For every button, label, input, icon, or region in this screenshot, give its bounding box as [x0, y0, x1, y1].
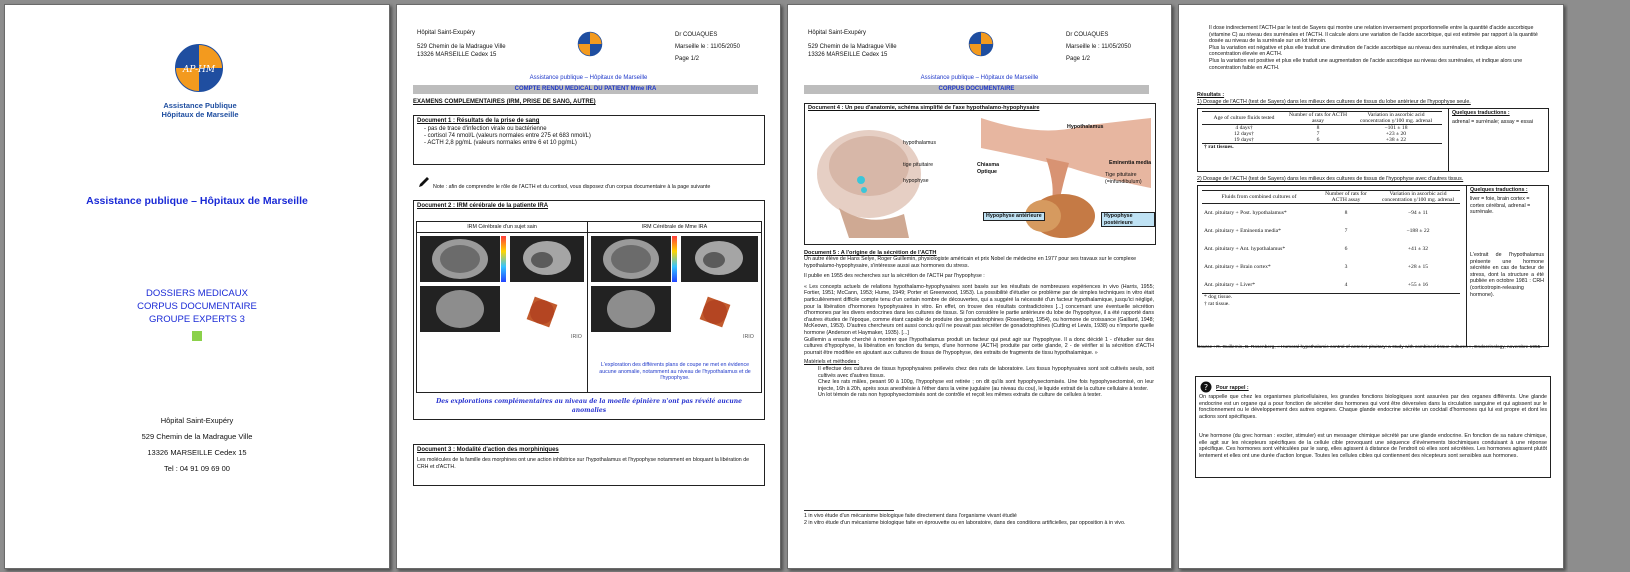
t1-col-rats: Number of rats for ACTH assay — [1288, 112, 1348, 124]
mri-coronal-healthy — [420, 286, 500, 332]
t1-cell: 4 days† — [1235, 125, 1253, 131]
t1-cell: 19 days† — [1233, 137, 1255, 143]
mri-coronal-ira — [591, 286, 671, 332]
doc5 — [804, 250, 1154, 399]
t2-cell: Ant. pituitary + Liver* — [1204, 281, 1256, 288]
t2-cell: Ant. pituitary + Brain cortex* — [1204, 263, 1271, 270]
small-logo — [968, 31, 994, 62]
table1 — [1202, 111, 1442, 150]
label-hypophyse-ant: Hypophyse antérieure — [983, 212, 1045, 221]
page-number: Page 1/2 — [675, 56, 700, 62]
header-left — [808, 29, 897, 59]
t2-col-variation: Variation in ascorbic acid concentration γ/100 mg. adrenal — [1381, 191, 1455, 204]
t1-cell: +38 ± 22 — [1385, 137, 1407, 143]
section-heading: EXAMENS COMPLEMENTAIRES (IRM, PRISE DE SANG, AUTRE) — [413, 99, 596, 105]
dossier-line-2: CORPUS DOCUMENTAIRE — [137, 301, 257, 312]
label-hypophyse-small: hypophyse — [903, 178, 929, 184]
irm-tag-right: IRIO — [743, 334, 754, 340]
t2-cell: Ant. pituitary + Post. hypothalamus* — [1204, 210, 1287, 217]
label-chiasma: Chiasma Optique — [977, 162, 1000, 175]
t1-cell: −101 ± 18 — [1384, 125, 1408, 131]
rappel-p2: Une hormone (du grec horman : exciter, stimuler) est un messager chimique sécrété par une glande endocrine. En fonction de sa nature chimique, elle agit sur les récepteurs spécifiques de la cellule cible provoquant une séquence d'évènements biochimiques conduisant à une réponse spécifique. Ces hormones sont véhiculées par le sang, elles agissent à distance de l'endroit où elles sont sécrétées. Les hormones agissent plutôt lentement et elles ont une durée d'action longue. Toutes les cellules cibles qui contiennent des récepteurs sont sensibles aux hormones. — [1199, 433, 1547, 459]
doc5-p3: Guillemin a ensuite cherché à montrer que l'hypothalamus produit un facteur qui peut agir sur l'hypophyse. Il a donc décidé 1 - d'étudier sur des cultures d'hypophyse, la libération en fonction du temps, d'une hormone (ACTH) produite par cette glande, 2 - de vérifier si la sécrétion d'ACTH pourrait être modifiée en ajoutant aux cultures de tissus de l'hypophyse, des extraits de fragments de tissu hypothalamique. » — [804, 336, 1154, 356]
table1-head — [1202, 112, 1442, 125]
footnote-2: 2 in vitro étude d'un mécanisme biologique faite en éprouvette ou en laboratoire, dans des conditions artificielles, par opposition à in vivo. — [804, 519, 1126, 526]
doc4-title: Document 4 : Un peu d'anatomie, schéma simplifié de l'axe hypothalamo-hypophysaire — [808, 105, 1040, 111]
table-row — [1202, 144, 1442, 151]
page-cover — [4, 4, 390, 569]
irm-tag-left: IRIO — [571, 334, 582, 340]
t1-col-age: Age of culture fluids tested — [1213, 115, 1275, 121]
dossier-line-1: DOSSIERS MEDICAUX — [146, 288, 248, 299]
rappel-title: Pour rappel : — [1216, 385, 1249, 391]
doc1-list — [424, 126, 764, 148]
doc5-p2: Il publie en 1955 des recherches sur la sécrétion de l'ACTH par l'hypophyse : — [804, 273, 985, 280]
t1-cell: 6 — [1316, 137, 1320, 143]
table2 — [1202, 190, 1460, 307]
doc5-title: Document 5 : A l'origine de la sécrétion de l'ACTH — [804, 250, 937, 256]
irm-left-title: IRM Cérébrale d'un sujet sain — [467, 224, 537, 230]
head-3d-ira — [695, 292, 735, 337]
table2-box — [1197, 185, 1549, 347]
t2-cell: +41 ± 32 — [1407, 245, 1429, 252]
svg-text:AP-HM: AP-HM — [182, 65, 216, 75]
methods-list — [804, 366, 1154, 399]
t2-col-fluids: Fluids from combined cultures of — [1221, 194, 1297, 201]
doc1-line: - cortisol 74 nmol/L (valeurs normales entre 275 et 683 nmol/L) — [424, 133, 591, 140]
doc1-box — [413, 115, 765, 165]
table-row — [1202, 294, 1460, 301]
rappel-p1: On rappelle que chez les organismes pluricellulaires, les grandes fonctions biologiques sont assurées par des organes différents. Une glande endocrine est un organe qui a pour fonction de sécréter des hormones qui vont être déversées dans la circulation sanguine et qui agissent sur le fonctionnement ou le développement des autres organes. Chaque glande endocrine sécrète un cocktail d'hormones qui lui est propre et dont les actions sont spécifiques. — [1199, 394, 1547, 420]
doc3-box — [413, 444, 765, 486]
doc5-quote: « Les concepts actuels de relations hypothalamo-hypophysaires sont basés sur les résultats de nombreuses expériences in vivo (Harris, 1955; Fortier, 1951; McCann, 1953; Hume, 1949; Porter et Greenwood, 1953). La possibilité d'étudier ce problème par de simples techniques in vitro était particulièrement difficile compte tenu d'un certain nombre de découvertes, qui a suggéré la nécessité d'un facteur hypothalamique, jusqu'ici négligé, pour la libération d'hormones hypophysaires in vitro. En effet, on trouve des résultats contradictoires [...] concernant une éventuelle sécrétion d'hormones par les divers endocrines dans les cultures de tissus. Si l'on considère le partie antérieure du lobe de l'hypophyse, il a été rapporté dans d'autres études de l'époque, comme étant capable de produire des gonadotrophines (Rosenberg, 1954), ou hormone de croissance (Gaillard, 1948; McKeown, 1953). D'autres chercheurs ont aussi conclu qu'il ne pouvait pas sécréter de gonadotrophines (Cutting et Lewis, 1938) ou n'importe quelle hormone (Anderson et Haymaker, 1935). [...] — [804, 283, 1154, 336]
table1-box — [1197, 108, 1549, 172]
header-right — [1066, 29, 1131, 65]
intro-p1: Il dose indirectement l'ACTH par le test de Sayers qui montre une relation inversement proportionnelle entre la quantité d'acide ascorbique (vitamine C) au niveau des surrénales et l'ACTH. Il calcule alors une variation de l'acide ascorbique, qui est estimée par rapport à la quantité dosée au niveau de la surrénale sur un lot témoin. — [1209, 25, 1538, 45]
t1-side-text: adrenal = surrénale; assay = essai — [1452, 119, 1533, 125]
report-bar: COMPTE RENDU MEDICAL DU PATIENT Mme IRA — [413, 85, 758, 94]
note-text: Note : afin de comprendre le rôle de l'ACTH et du cortisol, vous disposez d'un corpus documentaire à la page suivante — [433, 184, 711, 190]
mri-axial-ira — [591, 236, 671, 282]
t2-cell: 7 — [1344, 227, 1348, 234]
address-line-2: 529 Chemin de la Madrague Ville — [141, 432, 253, 441]
t2-cell: 4 — [1344, 281, 1348, 288]
t1-cell: 7 — [1316, 131, 1320, 137]
t2-cell: 6 — [1344, 245, 1348, 252]
table-row — [1202, 204, 1460, 222]
dossier-line-3: GROUPE EXPERTS 3 — [149, 314, 245, 325]
source-citation: Source : R. Guillemin, B. Rosenberg, « Humoral hypothalamic control of anterior pituitary: a study with combined tissue cultures », Endocrinology, novembre 1955. — [1197, 345, 1542, 350]
irm-right-title: IRM Cérébrale de Mme IRA — [641, 224, 708, 230]
page-number: Page 1/2 — [1066, 56, 1091, 62]
footnote-rule — [804, 510, 894, 511]
irm-caption: L'exploration des différents plans de coupe ne met en évidence aucune anomalie, notamment au niveau de l'hypothalamus et de l'hypophyse. — [599, 362, 751, 382]
address-line-1: Hôpital Saint-Exupéry — [160, 416, 234, 425]
doc1-title: Document 1 : Résultats de la prise de sang — [417, 118, 540, 124]
t2-cell: +55 ± 16 — [1407, 281, 1429, 288]
label-tige: Tige pituitaire (=infundibulum) — [1105, 172, 1142, 185]
irm-divider — [587, 222, 588, 392]
head-3d-healthy — [522, 292, 562, 337]
doc4-box — [804, 103, 1156, 245]
t2-col-rats: Number of rats for ACTH assay — [1325, 191, 1367, 204]
logo-line-1: Assistance Publique — [163, 101, 237, 110]
t2-side-crh: L'extrait de l'hypothalamus présente une hormone sécrétée en cas de facteur de stress, dont la structure a été publiée en octobre 1981 : CRH (corticotropin-releasing hormone). — [1470, 252, 1544, 298]
method-item: Il effectue des cultures de tissus hypophysaires prélevés chez des rats de laboratoire. Les tissus hypophysaires sont soit cultivés seuls, soit cultivés avec d'autres tissus. — [818, 365, 1154, 379]
mri-sagittal-healthy — [510, 236, 584, 282]
t2-cell: −94 ± 11 — [1407, 210, 1428, 217]
t1-footnote: † rat tissues. — [1204, 144, 1234, 150]
doc5-intro: Un autre élève de Hans Selye, Roger Guillemin, physiologiste américain et prix Nobel de médecine en 1977 pour ses travaux sur le complexe hypothalamo-hypophysaire, s'intéresse aussi aux hormones du stress. — [804, 256, 1137, 269]
cover-dossier — [5, 287, 389, 326]
t2-footnote: * dog tissue. — [1204, 294, 1233, 301]
t2-cell: +28 ± 15 — [1407, 263, 1429, 270]
header-left — [417, 29, 506, 59]
hospital-name: Hôpital Saint-Exupéry — [808, 30, 867, 36]
t1-side-divider — [1448, 109, 1449, 171]
label-hypophyse-post: Hypophyse postérieure — [1101, 212, 1155, 227]
table-row — [1202, 240, 1460, 258]
t2-footnote: † rat tissue. — [1204, 300, 1230, 307]
method-item: Chez les rats mâles, pesant 90 à 100g, l'hypophyse est retirée ; on dit qu'ils sont hypophysectomisés. Une fois hypophysectomisé, on leur injecte, 16h à 20h, après sous anesthésie à l'éther dans la veine jugulaire (au niveau du cou), le liquide extrait de la culture cellulaire à tester. — [818, 379, 1154, 392]
label-hypothalamus: Hypothalamus — [1067, 124, 1104, 130]
doc1-line: - pas de trace d'infection virale ou bactérienne — [424, 126, 547, 132]
t1-cell: 8 — [1316, 125, 1320, 131]
mri-axial-healthy — [420, 236, 500, 282]
hospital-name: Hôpital Saint-Exupéry — [417, 30, 476, 36]
handwritten-note: Des explorations complémentaires au niveau de la moelle épinière n'ont pas révélé aucune anomalies — [436, 398, 742, 414]
doctor-name: Dr COUAQUES — [675, 32, 718, 38]
color-scale — [501, 236, 506, 282]
hospital-city: 13326 MARSEILLE Cedex 15 — [808, 52, 888, 58]
hospital-city: 13326 MARSEILLE Cedex 15 — [417, 52, 497, 58]
result-1-title: 1) Dosage de l'ACTH (test de Sayers) dans les milieux des cultures de tissus du lobe antérieur de l'hypophyse seule. — [1197, 99, 1471, 105]
hospital-street: 529 Chemin de la Madrague Ville — [417, 44, 506, 50]
result-2-title: 2) Dosage de l'ACTH (test de Sayers) dans les milieux des cultures de tissus de l'hypophyse avec d'autres tissus. — [1197, 176, 1464, 182]
page-subtitle: Assistance publique – Hôpitaux de Marseille — [529, 75, 648, 81]
doc2-title: Document 2 : IRM cérébrale de la patiente IRA — [417, 203, 549, 209]
label-eminentia: Eminentia media — [1109, 160, 1152, 166]
t1-cell: 12 days† — [1233, 131, 1255, 137]
page-subtitle: Assistance publique – Hôpitaux de Marseille — [920, 75, 1039, 81]
header-right — [675, 29, 740, 65]
doctor-name: Dr COUAQUES — [1066, 32, 1109, 38]
doc3-text: Les molécules de la famille des morphines ont une action inhibitrice sur l'hypothalamus et l'hypophyse notamment en bloquant la libération de CRH et d'ACTH. — [417, 457, 750, 470]
t2-cell: 8 — [1344, 210, 1348, 217]
table2-head — [1202, 191, 1460, 204]
cover-title: Assistance publique – Hôpitaux de Marseille — [86, 195, 308, 207]
t2-side-divider — [1466, 186, 1467, 346]
address-phone: Tel : 04 91 09 69 00 — [164, 464, 230, 473]
viewer-background — [1568, 0, 1630, 572]
doc3-title: Document 3 : Modalité d'action des morphiniques — [417, 447, 559, 453]
cover-address — [5, 413, 389, 477]
irm-header-line — [417, 232, 761, 233]
t1-cell: +23 ± 20 — [1385, 131, 1407, 137]
pencil-icon — [417, 175, 431, 194]
table-row — [1202, 222, 1460, 240]
t2-cell: −188 ± 22 — [1406, 227, 1430, 234]
table-row — [1202, 258, 1460, 276]
small-logo — [577, 31, 603, 62]
method-item: Un lot témoin de rats non hypophysectomisés sont de contrôle et reçoit les mêmes extraits de culture de cellules à tester. — [818, 392, 1102, 399]
methods-title: Matériels et méthodes : — [804, 359, 860, 366]
mri-sagittal-ira — [681, 236, 758, 282]
label-tige-small: tige pituitaire — [903, 162, 934, 168]
t2-cell: Ant. pituitary + Ant. hypothalamus* — [1204, 245, 1286, 252]
aphm-logo — [173, 42, 225, 94]
intro-p2: Plus la variation est négative et plus elle traduit une diminution de l'acide ascorbique au niveau des surrénales, et indique alors une concentration élevée en ACTH. — [1209, 44, 1517, 58]
green-square — [192, 331, 202, 341]
page-compte-rendu — [396, 4, 781, 569]
t1-side-title: Quelques traductions : — [1452, 110, 1510, 116]
intro-p3: Plus la variation est positive et plus elle traduit une augmentation de l'acide ascorbique au niveau des surrénales, et indique alors une concentration faible en ACTH. — [1209, 57, 1523, 71]
address-line-3: 13326 MARSEILLE Cedex 15 — [147, 448, 247, 457]
page-corpus — [787, 4, 1172, 569]
date-line: Marseille le : 11/05/2050 — [675, 44, 740, 50]
t2-side-title: Quelques traductions : — [1470, 187, 1528, 193]
footnote-1: 1 in vivo étude d'un mécanisme biologique faite directement dans l'organisme vivant étudié — [804, 513, 1017, 519]
irm-table — [416, 221, 762, 393]
results-title: Résultats : — [1197, 92, 1225, 98]
color-scale — [672, 236, 677, 282]
t2-cell: Ant. pituitary + Eminentia media* — [1204, 227, 1281, 234]
rappel-box — [1195, 376, 1551, 478]
label-hypothalamus-small: hypothalamus — [903, 140, 936, 146]
page-results — [1178, 4, 1564, 569]
doc1-line: - ACTH 2,8 pg/mL (valeurs normales entre 6 et 10 pg/mL) — [424, 140, 577, 147]
t2-cell: 3 — [1344, 263, 1348, 270]
table-row — [1202, 276, 1460, 294]
intro-block — [1209, 25, 1549, 71]
hospital-street: 529 Chemin de la Madrague Ville — [808, 44, 897, 50]
table-row — [1202, 301, 1460, 307]
date-line: Marseille le : 11/05/2050 — [1066, 44, 1131, 50]
t1-col-variation: Variation in ascorbic acid concentration γ/100 mg. adrenal — [1359, 112, 1433, 124]
doc2-box — [413, 200, 765, 420]
logo-line-2: Hôpitaux de Marseille — [161, 110, 239, 119]
footnotes — [804, 513, 1154, 526]
corpus-bar: CORPUS DOCUMENTAIRE — [804, 85, 1149, 94]
svg-text:?: ? — [1203, 383, 1209, 392]
t2-side-text: liver = foie, brain cortex = cortex cérébral, adrenal = surrénale. — [1470, 196, 1531, 216]
logo-text — [125, 101, 275, 119]
